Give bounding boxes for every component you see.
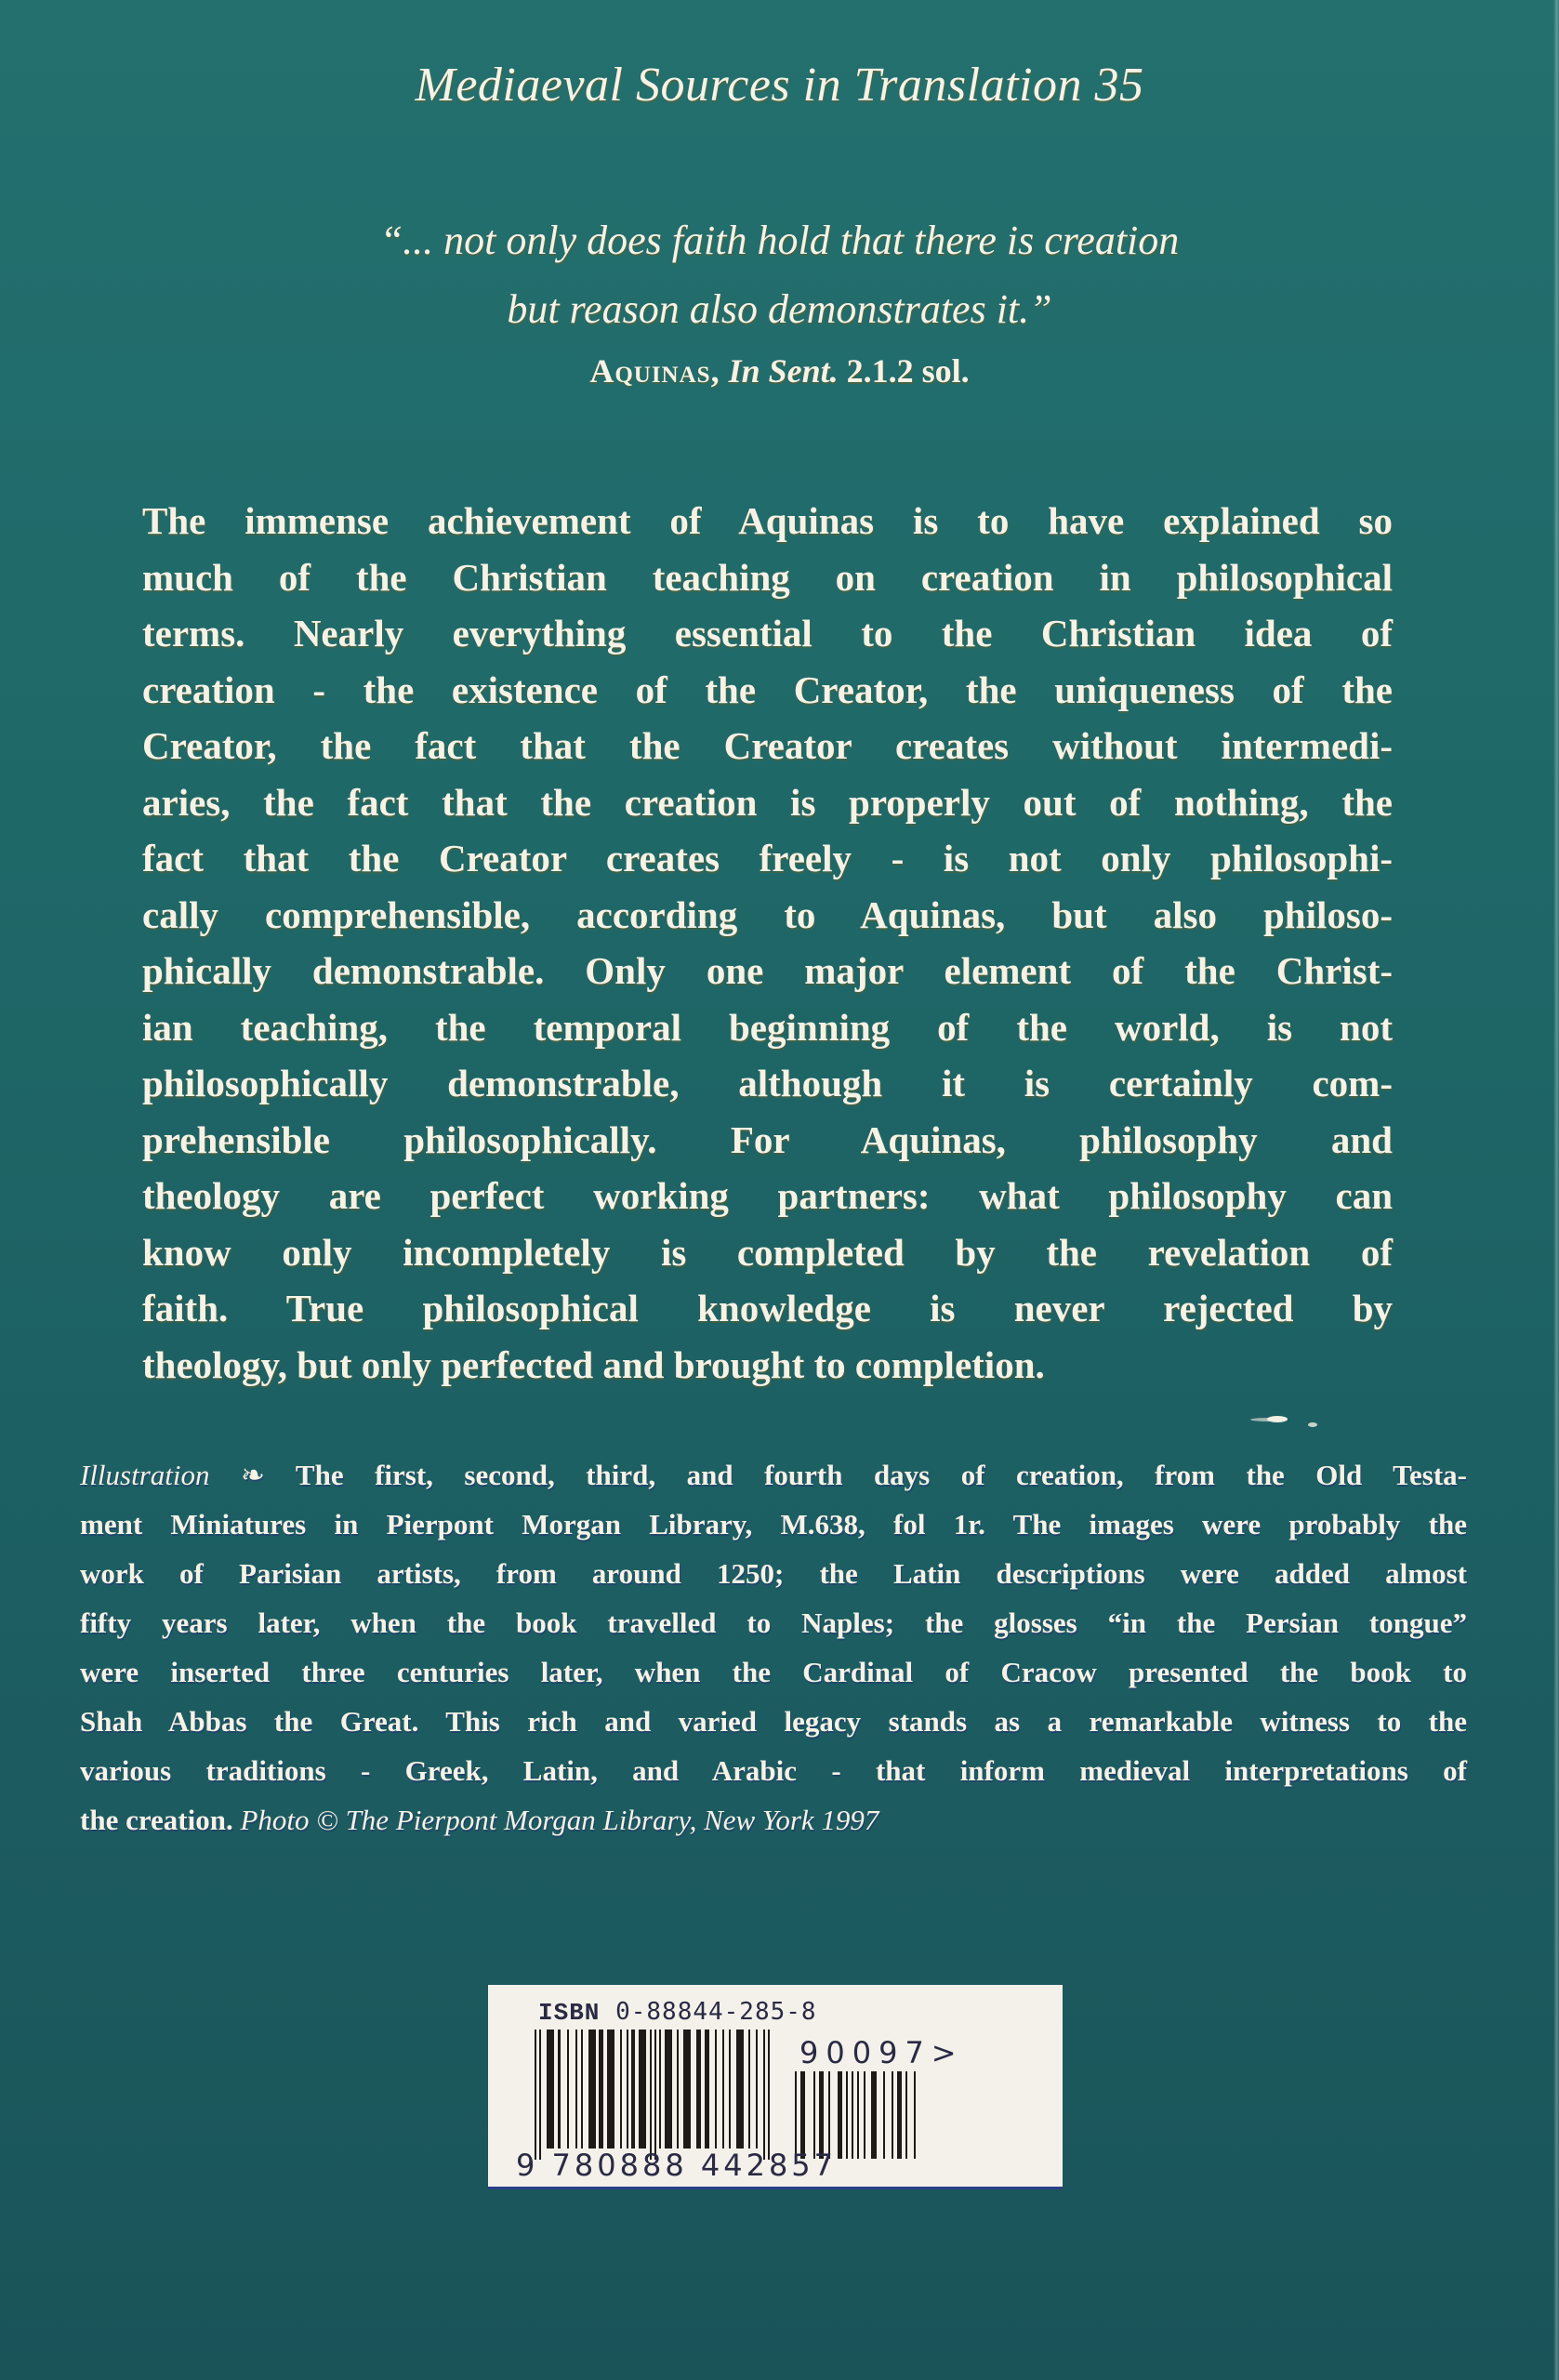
isbn-text (538, 1998, 817, 2027)
blurb-line: theology, but only perfected and brought to completion. (142, 1342, 1045, 1386)
caption-line: various traditions - Greek, Latin, and Arabic - that inform medieval interpretations of (80, 1754, 1467, 1787)
epigraph (0, 206, 1559, 390)
epigraph-line: but reason also demonstrates it.” (507, 286, 1052, 332)
caption-label: Illustration (80, 1459, 210, 1491)
illustration-caption (80, 1450, 1467, 1844)
ean-first-digit: 9 (516, 2148, 539, 2183)
blurb-line: aries, the fact that the creation is properly out of nothing, the (142, 780, 1393, 824)
epigraph-attribution (0, 351, 1559, 390)
caption-line: Shah Abbas the Great. This rich and varied legacy stands as a remarkable witness to the (80, 1705, 1467, 1738)
blurb-line: fact that the Creator creates freely - is not only philosophi- (142, 837, 1393, 879)
fleuron-icon: ❧ (241, 1459, 265, 1491)
attribution-reference: 2.1.2 sol. (846, 352, 970, 390)
blurb-paragraph (142, 493, 1393, 1393)
blurb-line: theology are perfect working partners: what philosophy can (142, 1174, 1393, 1217)
caption-line: work of Parisian artists, from around 1250; the Latin descriptions were added almost (80, 1557, 1467, 1590)
caption-line (80, 1450, 1467, 1500)
ean-barcode-bars (535, 2030, 778, 2149)
blurb-line: prehensible philosophically. For Aquinas, philosophy and (142, 1117, 1393, 1161)
caption-line: were inserted three centuries later, when the Cardinal of Cracow presented the book to (80, 1656, 1467, 1688)
ean-number (516, 2148, 837, 2183)
attribution-author: Aquinas, (589, 352, 720, 390)
price-code (799, 2035, 964, 2070)
price-code-digits: 90097 (799, 2035, 931, 2070)
blurb-line: Creator, the fact that the Creator creates without intermedi- (142, 724, 1393, 767)
caption-line (80, 1795, 1467, 1844)
epigraph-line: “... not only does faith hold that there is creation (379, 218, 1180, 263)
addon-barcode-bars (795, 2071, 916, 2159)
blurb-line: phically demonstrable. Only one major element of the Christ- (142, 949, 1393, 992)
blurb-line: philosophically demonstrable, although it is certainly com- (142, 1062, 1393, 1104)
caption-text: The first, second, third, and fourth days of creation, from the Old Testa- (295, 1459, 1467, 1491)
blurb-line: The immense achievement of Aquinas is to have explained so (142, 499, 1393, 542)
isbn-number: 0-88844-285-8 (615, 1998, 817, 2026)
ean-group-2: 442857 (700, 2148, 838, 2183)
attribution-work: In Sent. (728, 352, 839, 390)
photo-credit: Photo © The Pierpont Morgan Library, New York 1997 (240, 1804, 879, 1836)
scuff-mark (1250, 1415, 1325, 1424)
series-title: Mediaeval Sources in Translation 35 (415, 59, 1144, 112)
blurb-line: much of the Christian teaching on creation in philosophical (142, 555, 1393, 599)
isbn-label: ISBN (538, 1999, 601, 2027)
ean-group-1: 780888 (551, 2148, 688, 2183)
caption-line: fifty years later, when the book travelled to Naples; the glosses “in the Persian tongue” (80, 1606, 1467, 1639)
blurb-line: terms. Nearly everything essential to the Christian idea of (142, 612, 1393, 654)
caption-text: the creation. (80, 1804, 233, 1836)
caption-line: ment Miniatures in Pierpont Morgan Library, M.638, fol 1r. The images were probably the (80, 1508, 1467, 1540)
blurb-line: faith. True philosophical knowledge is never rejected by (142, 1287, 1393, 1329)
blurb-line: cally comprehensible, according to Aquinas, but also philoso- (142, 892, 1393, 936)
blurb-line: creation - the existence of the Creator, the uniqueness of the (142, 668, 1393, 711)
isbn-barcode (488, 1985, 1063, 2189)
blurb-line: ian teaching, the temporal beginning of the world, is not (142, 1005, 1393, 1049)
blurb-line: know only incompletely is completed by the revelation of (142, 1230, 1393, 1274)
price-marker: > (931, 2035, 964, 2070)
